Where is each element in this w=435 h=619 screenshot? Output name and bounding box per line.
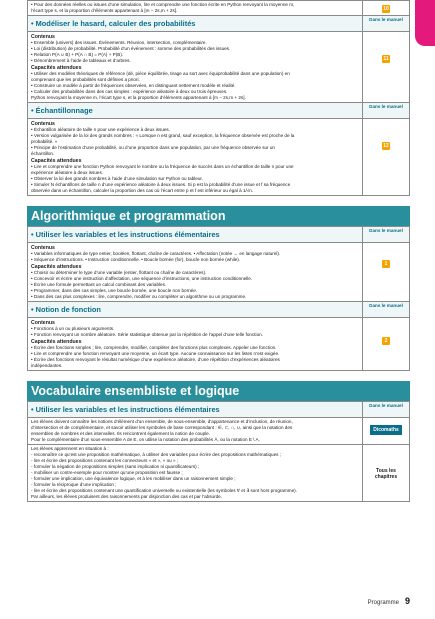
paragraph-line: Pour le complémentaire d’un sous-ensemble A de E, on utilise la notation des probabilités Ā, ou la notation E \ A. bbox=[31, 437, 260, 442]
section-title: • Utiliser les variables et les instructions élémentaires bbox=[31, 230, 220, 239]
footer-label: Programme bbox=[367, 600, 399, 606]
contenu-line: • Relation P(A ∪ B) + P(A ∩ B) = P(A) + P(B). bbox=[31, 52, 124, 57]
capacite-line: • Choisir ou déterminer le type d’une variable (entier, flottant ou chaîne de caractères). bbox=[31, 270, 207, 275]
contenu-line: • Fonction renvoyant un nombre aléatoire. Série statistique obtenue par la répétition de l’appel d’une telle fonction. bbox=[31, 332, 263, 337]
capacite-line: • Lire et comprendre une fonction Python renvoyant le nombre ou la fréquence de succès dans un échantillon de taille n pour une bbox=[31, 164, 294, 169]
top-line: l’écart type s, et la proportion d’éléments appartenant à [m − 2s,m + 2s]. bbox=[31, 8, 178, 13]
dans-le-manuel-label: Dans le manuel bbox=[369, 228, 403, 233]
contenu-line: échantillon. bbox=[31, 151, 55, 156]
dicomaths-badge[interactable]: Dicomaths bbox=[370, 425, 402, 435]
paragraph-line: Par ailleurs, les élèves produisent des raisonnements par disjonction des cas et par l’absurde. bbox=[31, 494, 222, 499]
contenus-heading: Contenus bbox=[31, 34, 55, 40]
capacite-line: • Simuler N échantillons de taille n d’une expérience aléatoire à deux issues. Si p est la probabilité d’une issue et f sa fréquence bbox=[31, 182, 291, 187]
capacite-line: indépendantes. bbox=[31, 363, 63, 368]
capacite-line: • Écrire des fonctions renvoyant le résultat numérique d’une expérience aléatoire, d’une répétition d’expériences aléatoires bbox=[31, 357, 280, 362]
program-page bbox=[27, 0, 410, 502]
capacites-heading: Capacités attendues bbox=[31, 65, 82, 71]
section-title: • Échantillonnage bbox=[31, 106, 93, 115]
section-body bbox=[28, 119, 363, 196]
section-title: • Notion de fonction bbox=[31, 305, 101, 314]
capacite-line: Python renvoyant la moyenne m, l’écart type s, et la proportion d’éléments appartenant à [m − 2s,m + 2s]. bbox=[31, 95, 246, 100]
dans-le-manuel-label: Dans le manuel bbox=[369, 403, 403, 408]
capacites-heading: Capacités attendues bbox=[31, 339, 82, 345]
capacites-heading: Capacités attendues bbox=[31, 264, 82, 270]
capacite-line: • Programmer, dans des cas simples, une boucle bornée, une boucle non bornée. bbox=[31, 288, 198, 293]
capacite-line: • Utiliser des modèles théoriques de référence (dé, pièce équilibrée, tirage au sort avec équiprobabilité dans une population) en bbox=[31, 71, 290, 76]
capacite-line: • Dans des cas plus complexes : lire, comprendre, modifier ou compléter un algorithme ou un programme. bbox=[31, 294, 247, 299]
contenu-line: • Variables informatiques de type entier, booléen, flottant, chaîne de caractères. • Affectation (notée ← en langage naturel). bbox=[31, 251, 281, 256]
paragraph-line: ensembles de nombres et des intervalles. Ils rencontrent également la notion de couple. bbox=[31, 431, 211, 436]
dans-le-manuel-label: Dans le manuel bbox=[369, 17, 403, 22]
contenu-line: • Échantillon aléatoire de taille n pour une expérience à deux issues. bbox=[31, 127, 170, 132]
capacite-line: • Lire et comprendre une fonction renvoyant une moyenne, un écart type. Aucune connaissance sur les listes n’est exigée. bbox=[31, 351, 280, 356]
contenu-line: • Fonctions à un ou plusieurs arguments. bbox=[31, 326, 115, 331]
contenu-line: • Ensemble (univers) des issues. Événements. Réunion, intersection, complémentaire. bbox=[31, 40, 207, 45]
capacite-line: • Construire un modèle à partir de fréquences observées, en distinguant nettement modèle et réalité. bbox=[31, 83, 236, 88]
section-body bbox=[28, 318, 363, 371]
chapter-badge[interactable]: 10 bbox=[383, 6, 389, 12]
chapter-badge[interactable]: 11 bbox=[383, 56, 389, 62]
section-band-algorithmique: Algorithmique et programmation bbox=[27, 206, 410, 226]
paragraph-line: Les élèves apprennent en situation à : bbox=[31, 446, 109, 451]
contenu-line: • Version vulgarisée de la loi des grands nombres : « Lorsque n est grand, sauf exception, la fréquence observée est proche de la bbox=[31, 133, 295, 138]
contenus-heading: Contenus bbox=[31, 320, 55, 326]
capacite-line: • Écrire une formule permettant un calcul combinant des variables. bbox=[31, 282, 167, 287]
section-body bbox=[28, 32, 363, 103]
paragraph-line: d’intersection et de complémentaire, et savoir utiliser les symboles de base correspondant : ∈, ⊂, ∩, ∪, ainsi que la notation des bbox=[31, 425, 293, 430]
contenus-heading: Contenus bbox=[31, 245, 55, 251]
dans-le-manuel-label: Dans le manuel bbox=[369, 303, 403, 308]
page-number: 9 bbox=[404, 596, 410, 606]
contenus-heading: Contenus bbox=[31, 121, 55, 127]
statistics-probability-table bbox=[27, 0, 410, 196]
paragraph-line: - lire et écrire des propositions contenant les connecteurs « et », « ou » ; bbox=[31, 458, 179, 463]
section-body bbox=[28, 418, 363, 445]
capacite-line: observée dans un échantillon, calculer la proportion des cas où l’écart entre p et f est inférieur ou égal à 1/√n. bbox=[31, 188, 254, 193]
top-block-cell bbox=[28, 1, 363, 16]
top-line: • Pour des données réelles ou issues d’une simulation, lire et comprendre une fonction écrite en Python renvoyant la moyenne m, bbox=[31, 2, 295, 7]
paragraph-line: - formuler la négation de propositions simples (sans implication ni quantificateurs) ; bbox=[31, 464, 200, 469]
capacite-line: • Calculer des probabilités dans des cas simples : expérience aléatoire à deux ou trois épreuves. bbox=[31, 89, 228, 94]
chapter-badge[interactable]: 2 bbox=[382, 337, 390, 345]
contenu-line: • Loi (distribution) de probabilité. Probabilité d’un événement : somme des probabilités des issues. bbox=[31, 46, 231, 51]
capacite-line: • Concevoir et écrire une instruction d’affectation, une séquence d’instructions, une instruction conditionnelle. bbox=[31, 276, 253, 281]
chapter-badge[interactable]: 12 bbox=[383, 143, 389, 149]
paragraph-line: - reconnaître ce qu’est une proposition mathématique, à utiliser des variables pour écrire des propositions mathématiques ; bbox=[31, 452, 281, 457]
section-body bbox=[28, 445, 363, 502]
algorithmique-table bbox=[27, 226, 410, 371]
contenu-line: • Dénombrement à l’aide de tableaux et d’arbres. bbox=[31, 58, 131, 63]
paragraph-line: Les élèves doivent connaître les notions d’élément d’un ensemble, de sous-ensemble, d’appartenance et d’inclusion, de réunion, bbox=[31, 419, 293, 424]
capacite-line: • Écrire des fonctions simples ; lire, comprendre, modifier, compléter des fonctions plus complexes. Appeler une fonction. bbox=[31, 345, 277, 350]
capacite-line: comprenant que les probabilités sont définies a priori. bbox=[31, 77, 140, 82]
capacite-line: expérience aléatoire à deux issues. bbox=[31, 170, 104, 175]
side-cell bbox=[363, 1, 410, 16]
vocabulaire-table bbox=[27, 401, 410, 502]
contenu-line: • Séquence d’instructions. • Instruction conditionnelle. • Boucle bornée (for), boucle non bornée (while). bbox=[31, 257, 241, 262]
section-title: • Modéliser le hasard, calculer des probabilités bbox=[31, 19, 196, 28]
paragraph-line: - mobiliser un contre-exemple pour montrer qu’une proposition est fausse ; bbox=[31, 470, 183, 475]
chapter-badge[interactable]: 1 bbox=[382, 260, 390, 268]
section-band-vocabulaire: Vocabulaire ensembliste et logique bbox=[27, 381, 410, 401]
paragraph-line: - lire et écrire des propositions contenant une quantification universelle ou existentielle (les symboles ∀ et ∃ sont hors programme). bbox=[31, 488, 297, 493]
tous-les-chapitres-label: Tous les chapitres bbox=[374, 468, 398, 480]
section-title: • Utiliser les variables et les instructions élémentaires bbox=[31, 405, 220, 414]
contenu-line: probabilité. » bbox=[31, 139, 58, 144]
contenu-line: • Principe de l’estimation d’une probabilité, ou d’une proportion dans une population, par une fréquence observée sur un bbox=[31, 145, 275, 150]
paragraph-line: - formuler la réciproque d’une implication ; bbox=[31, 482, 117, 487]
dans-le-manuel-label: Dans le manuel bbox=[369, 104, 403, 109]
paragraph-line: - formuler une implication, une équivalence logique, et à les mobiliser dans un raisonnement simple ; bbox=[31, 476, 236, 481]
section-body bbox=[28, 243, 363, 302]
page-corner-tab bbox=[415, 0, 435, 46]
page-footer bbox=[0, 596, 410, 606]
capacite-line: • Observer la loi des grands nombres à l’aide d’une simulation sur Python ou tableur. bbox=[31, 176, 203, 181]
capacites-heading: Capacités attendues bbox=[31, 158, 82, 164]
